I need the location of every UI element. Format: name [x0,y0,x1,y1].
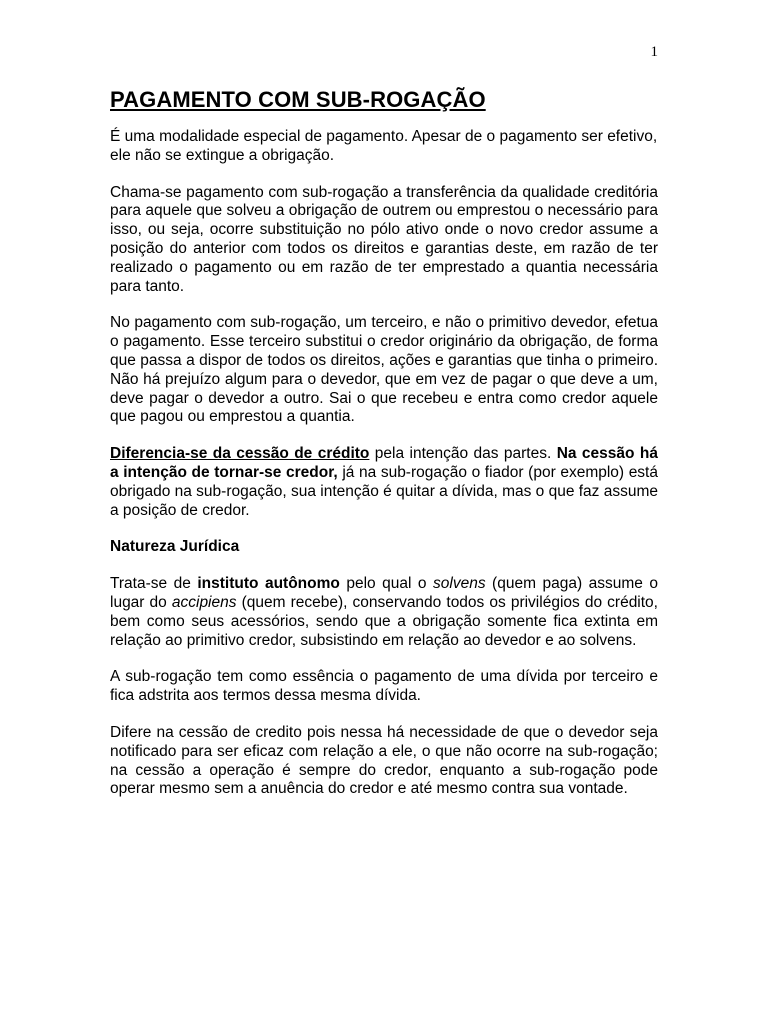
nature-text-2: pelo qual o [339,575,434,593]
page-number: 1 [650,44,658,60]
paragraph-third-party: No pagamento com sub-rogação, um terceiro, e não o primitivo devedor, efetua o pagamento. Esse terceiro substitui o credor originário da obrigação, de forma que passa a dispor de todos os direitos, ações e garantias que tinha o primeiro. Não há prejuízo algum para o devedor, que em vez de pagar o que deve a um, deve pagar o devedor a outro. Sai o que recebeu e entra como credor aquele que pagou ou emprestou a quantia. [110,314,658,426]
difference-lead: Diferencia-se da cessão de crédito [110,445,370,463]
nature-bold: instituto autônomo [197,575,340,593]
paragraph-intro: É uma modalidade especial de pagamento. Apesar de o pagamento ser efetivo, ele não se extingue a obrigação. [110,128,658,164]
nature-italic-accipiens: accipiens [171,593,237,611]
nature-text-1: Trata-se de [110,575,198,593]
paragraph-essence: A sub-rogação tem como essência o pagamento de uma dívida por terceiro e fica adstrita aos termos dessa mesma dívida. [110,668,658,705]
document-title: PAGAMENTO COM SUB-ROGAÇÃO [110,87,486,112]
difference-mid: pela intenção das partes. [369,445,557,463]
nature-text-4: (quem recebe), conservando todos os privilégios do crédito, bem como seus acessórios, sendo que a obrigação somente fica extinta em relação ao primitivo credor, subsistindo em relação ao devedor e ao solvens. [110,593,658,649]
nature-text-3: (quem paga) assume o lugar do [110,575,658,611]
difference-bold: Na cessão há a intenção de tornar-se credor, [110,445,658,481]
paragraph-differs: Difere na cessão de credito pois nessa há necessidade de que o devedor seja notificado para ser eficaz com relação a ele, o que não ocorre na sub-rogação; na cessão a operação é sempre do credor, enquanto a sub-rogação pode operar mesmo sem a anuência do credor e até mesmo contra sua vontade. [110,723,658,798]
document-body [110,86,658,817]
section-heading: Natureza Jurídica [110,538,240,556]
paragraph-nature [110,575,658,650]
difference-rest: já na sub-rogação o fiador (por exemplo) está obrigado na sub-rogação, sua intenção é quitar a dívida, mas o que faz assume a posição de credor. [110,463,659,519]
paragraph-difference [110,445,658,520]
paragraph-definition: Chama-se pagamento com sub-rogação a transferência da qualidade creditória para aquele que solveu a obrigação de outrem ou emprestou o necessário para isso, ou seja, ocorre substituição no pólo ativo onde o novo credor assume a posição do anterior com todos os direitos e garantias deste, em razão de ter realizado o pagamento ou em razão de ter emprestado a quantia necessária para tanto. [110,183,658,295]
nature-italic-solvens: solvens [433,575,486,593]
